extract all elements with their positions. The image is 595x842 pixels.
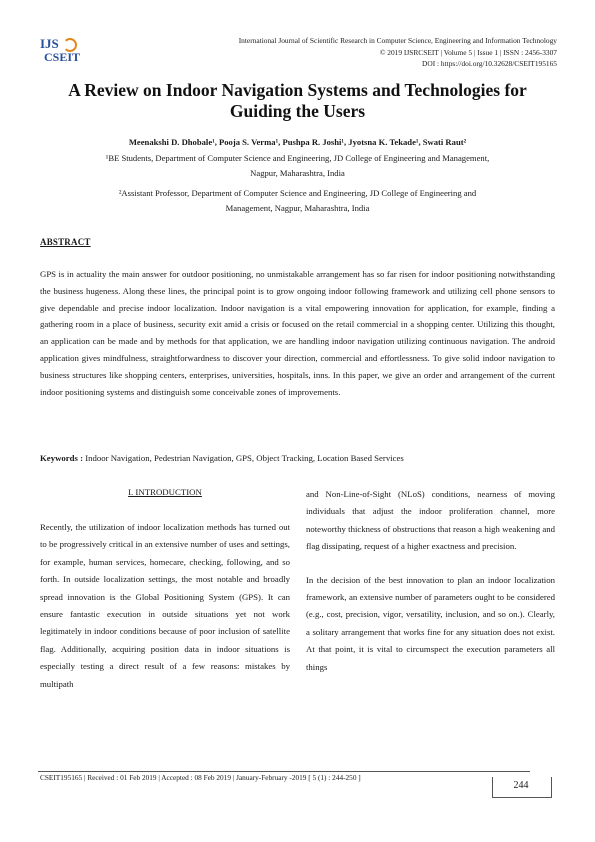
intro-paragraph-3: In the decision of the best innovation to plan an indoor localization framework, an extensive number of parameters ought to be considered (e.g., cost, precision, vigor, versatility, inclusion, and so on.). Clearly, a solitary arrangement that works fine for any situation does not exist. At that point, it is vital to circumspect the execution parameters all things <box>306 574 555 672</box>
affiliation-1-line-2: Nagpur, Maharashtra, India <box>250 168 345 178</box>
keywords-label: Keywords : <box>40 453 84 463</box>
journal-issue: © 2019 IJSRCSEIT | Volume 5 | Issue 1 | ISSN : 2456-3307 <box>379 47 557 57</box>
journal-name: International Journal of Scientific Research in Computer Science, Engineering and Information Technology <box>238 36 557 45</box>
paper-title <box>40 80 555 122</box>
author-list: Meenakshi D. Dhobale¹, Pooja S. Verma¹, Pushpa R. Joshi¹, Jyotsna K. Tekade¹, Swati Raut² <box>128 137 467 147</box>
footer-divider <box>38 771 530 772</box>
affiliation-2-line-1: ²Assistant Professor, Department of Computer Science and Engineering, JD College of Engineering and <box>118 188 477 198</box>
journal-doi: DOI : https://doi.org/10.32628/CSEIT195165 <box>422 59 557 68</box>
affiliation-2 <box>44 186 551 216</box>
section-heading-text: I. INTRODUCTION <box>128 487 202 497</box>
affiliation-1-line-1: ¹BE Students, Department of Computer Science and Engineering, JD College of Engineering and Management, <box>105 153 490 163</box>
logo-bottom-text: CSEIT <box>44 50 81 64</box>
keywords-text: Indoor Navigation, Pedestrian Navigation, GPS, Object Tracking, Location Based Services <box>83 453 404 463</box>
title-line-1: A Review on Indoor Navigation Systems and Technologies for <box>68 80 527 100</box>
journal-logo <box>38 36 82 66</box>
abstract-body: GPS is in actuality the main answer for outdoor positioning, no unmistakable arrangement has so far risen for indoor positioning notwithstanding the business hugeness. Along these lines, the principal point is to grow ongoing indoor following framework and utilizing cell phone sensors to give dependable and precise indoor localization. Indoor navigation is a vital empowering innovation for application, for example, finding a gathering room in a place of business, security exit amid a crisis or focused on the retail commercial in a shopping center. Utilizing this thought, an application can be made and by methods for that application, we are handling indoor navigation utilizing continuous navigation. The android application gives mindfulness, straightforwardness to discover your direction, commercial and effortlessness. To give solid indoor navigation to business structures like shopping centers, enterprises, universities, hospitals, inns. In this paper, we give an order and arrangement of the current indoor positioning systems and distinguish some conceivable zones of improvements. <box>40 269 555 397</box>
journal-info <box>239 35 557 70</box>
intro-paragraph-1: Recently, the utilization of indoor localization methods has turned out to be progressively critical in an extensive number of uses and settings, for example, human services, homecare, checking, following, and so forth. In outside localization settings, the most notable and broadly spread innovation is the Global Positioning System (GPS). It can ensure fantastic execution in outside situations yet not work legitimately in indoor conditions because of poor inclusion of satellite flag. Additionally, acquiring position data in indoor situations is especially testing a direct result of a few reasons: mistakes by multipath <box>40 522 290 689</box>
page-number: 244 <box>513 780 529 791</box>
keywords <box>40 453 555 463</box>
affiliation-2-line-2: Management, Nagpur, Maharashtra, India <box>225 203 370 213</box>
title-line-2: Guiding the Users <box>229 101 366 121</box>
logo-top-text: IJS <box>40 36 59 51</box>
section-heading-introduction <box>40 487 290 497</box>
intro-paragraph-2: and Non-Line-of-Sight (NLoS) conditions, nearness of moving individuals that adjust the indoor proliferation channel, more noteworthy thickness of obstructions that reason a high weakening and flag dissipating, request of a higher exactness and precision. <box>306 489 555 552</box>
right-column <box>306 486 555 676</box>
footer-citation: CSEIT195165 | Received : 01 Feb 2019 | Accepted : 08 Feb 2019 | January-February -2019 [ 5 (1) : 244-250 ] <box>40 773 361 782</box>
abstract-heading: ABSTRACT <box>40 237 91 247</box>
affiliation-1 <box>44 151 551 181</box>
left-column <box>40 519 290 693</box>
